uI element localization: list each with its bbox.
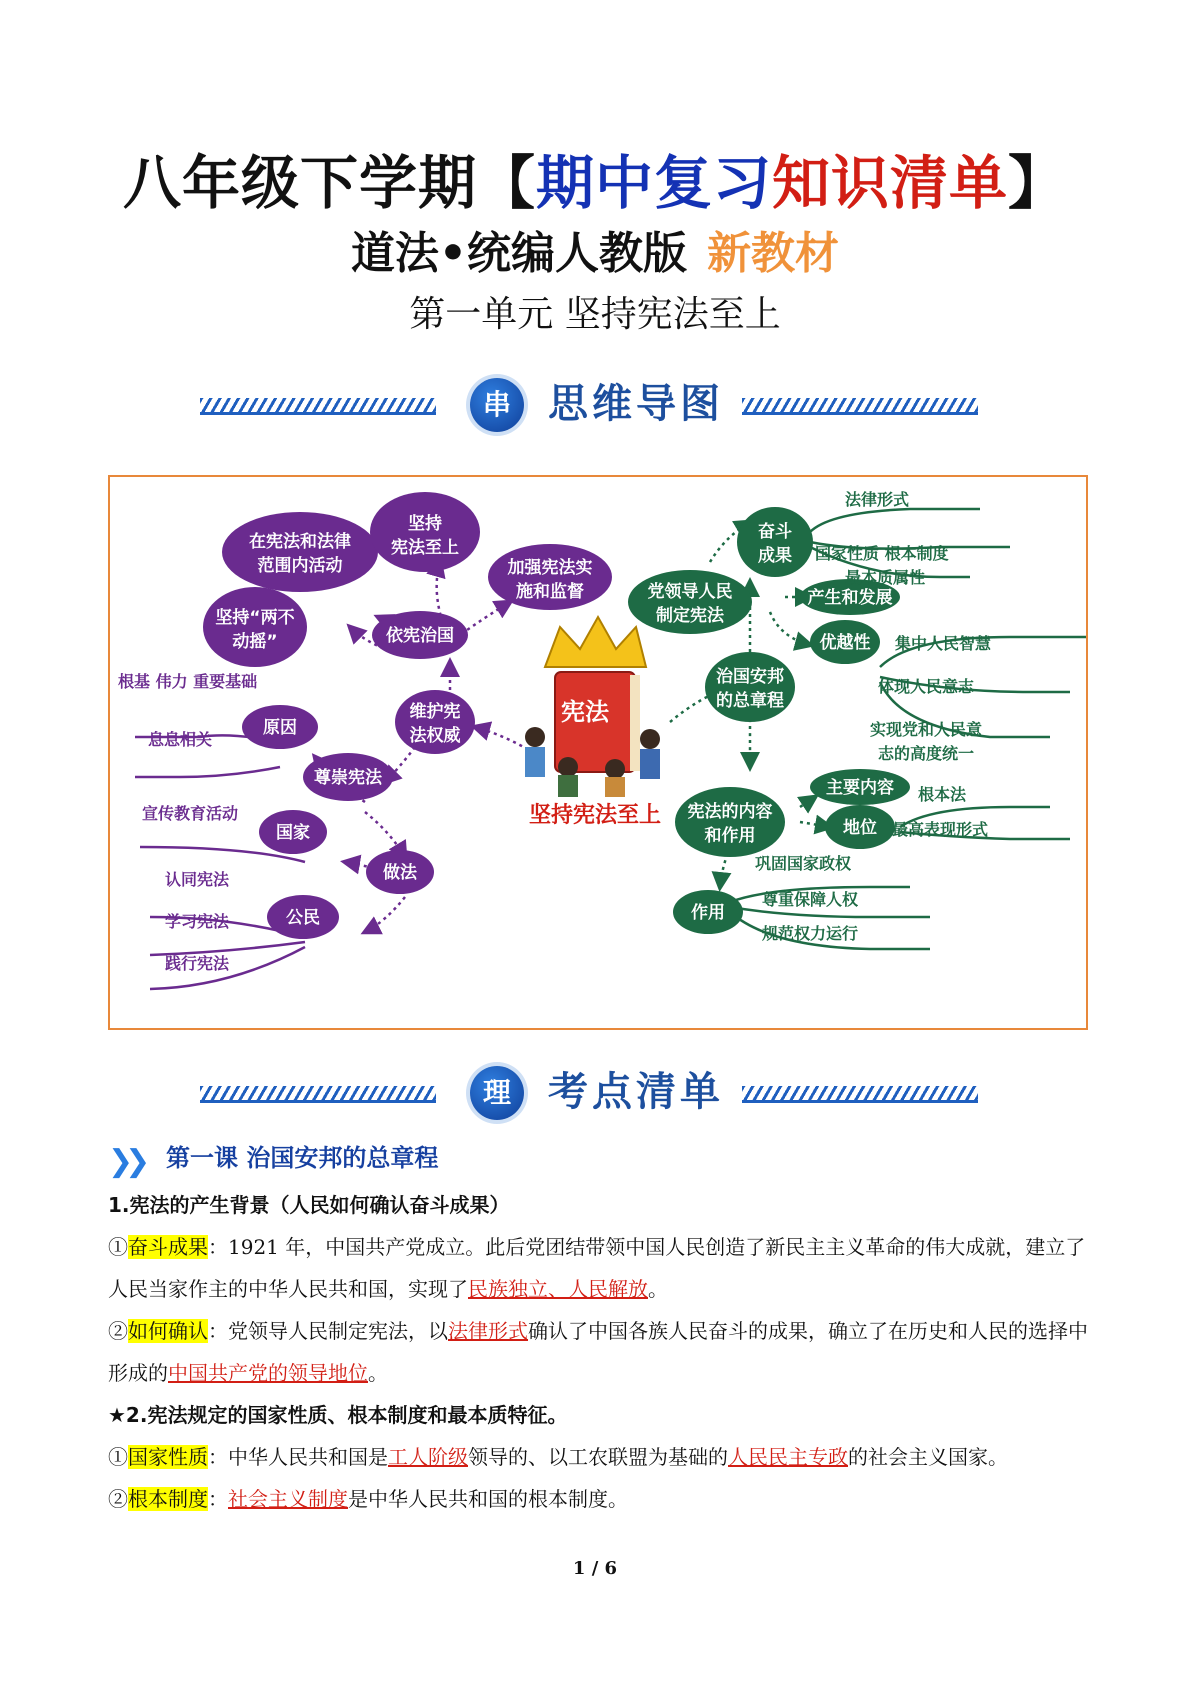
leaf-guojiaxz: 国家性质 根本制度 (815, 544, 949, 563)
leaf-shixian-2: 志的高度统一 (878, 744, 975, 763)
node-dangling-2: 制定宪法 (656, 606, 724, 626)
heading-2: ★2.宪法规定的国家性质、根本制度和最本质特征。 (108, 1403, 568, 1427)
decorative-stripes-right (742, 398, 978, 415)
constitution-book-illustration (525, 617, 661, 828)
node-liangbu-2: 动摇” (232, 632, 278, 652)
leaf-xuanchuan: 宣传教育活动 (142, 804, 239, 823)
leaf-guifan: 规范权力运行 (762, 924, 859, 943)
page-subtitle (0, 226, 1190, 282)
center-title: 坚持宪法至上 (528, 803, 662, 828)
leaf-xixi: 息息相关 (148, 730, 213, 749)
underlined-key-phrase: 人民民主专政 (728, 1445, 848, 1469)
node-zuoyong: 作用 (691, 903, 725, 923)
node-zhiguo-2: 的总章程 (716, 691, 784, 711)
lesson-title: 第一课 治国安邦的总章程 (166, 1144, 439, 1172)
node-liangbu: 坚持“两不 (215, 608, 295, 628)
paragraph-1: ①奋斗成果：1921 年，中国共产党成立。此后党团结带领中国人民创造了新民主主义革命的伟大成就，建立了人民当家作主的中华人民共和国，实现了民族独立、人民解放。 (108, 1235, 1086, 1301)
leaf-benzhi: 最本质属性 (845, 568, 926, 587)
node-zuofa: 做法 (383, 863, 417, 883)
leaf-falv: 法律形式 (845, 490, 910, 509)
double-chevron-icon: ❯❯ (108, 1144, 143, 1179)
keyword-highlight: 国家性质 (128, 1445, 208, 1469)
page-title (0, 148, 1190, 218)
keyword-highlight: 如何确认 (128, 1319, 208, 1343)
paragraph-4: ②根本制度：社会主义制度是中华人民共和国的根本制度。 (108, 1487, 628, 1511)
leaf-jizhong: 集中人民智慧 (895, 634, 992, 653)
leaf-tixian: 体现人民意志 (878, 677, 975, 696)
node-gongmin: 公民 (286, 908, 320, 928)
node-fanwei: 在宪法和法律 (249, 532, 351, 552)
leaf-shixian: 实现党和人民意 (870, 720, 983, 739)
book-title: 宪法 (561, 698, 609, 726)
node-zhiguo: 治国安邦 (716, 667, 784, 687)
leaf-zuigao: 最高表现形式 (892, 820, 989, 839)
node-jiaqiang-2: 施和监督 (516, 582, 584, 602)
node-dangling: 党领导人民 (647, 582, 733, 602)
points-section-header (0, 1058, 1190, 1128)
node-neirong-2: 和作用 (704, 826, 756, 846)
keyword-highlight: 根本制度 (128, 1487, 208, 1511)
node-weihu-2: 法权威 (409, 726, 461, 746)
node-chansheng: 产生和发展 (807, 588, 893, 608)
leaf-genbenfa: 根本法 (918, 785, 967, 804)
title-highlight-red: 知识清单 (772, 149, 1009, 217)
node-neirong: 宪法的内容 (687, 802, 773, 822)
leaf-jianxing: 践行宪法 (165, 954, 230, 973)
node-youyue: 优越性 (819, 633, 871, 653)
subtitle-edition: 道法•统编人教版 (350, 228, 688, 279)
title-highlight-blue: 期中复习 (535, 149, 772, 217)
decorative-stripes-right (742, 1086, 978, 1103)
underlined-key-phrase: 法律形式 (448, 1319, 528, 1343)
node-zunchong: 尊崇宪法 (314, 768, 382, 788)
points-title: 考点清单 (548, 1069, 724, 1115)
node-diwei: 地位 (843, 818, 877, 838)
leaf-genji: 根基 伟力 重要基础 (118, 672, 258, 691)
node-guojia: 国家 (276, 823, 310, 843)
decorative-stripes-left (200, 1086, 436, 1103)
heading-1: 1.宪法的产生背景（人民如何确认奋斗成果） (108, 1193, 510, 1217)
node-fendou: 奋斗 (758, 522, 792, 542)
mind-map-diagram (110, 477, 1086, 1028)
leaf-rentong: 认同宪法 (165, 870, 230, 889)
node-jiaqiang: 加强宪法实 (507, 558, 593, 578)
subtitle-new-textbook: 新教材 (707, 228, 840, 279)
node-yuanyin: 原因 (263, 718, 297, 738)
underlined-key-phrase: 社会主义制度 (228, 1487, 348, 1511)
node-weihu: 维护宪 (409, 702, 461, 722)
paragraph-3: ①国家性质：中华人民共和国是工人阶级领导的、以工农联盟为基础的人民民主专政的社会主义国家。 (108, 1445, 1008, 1469)
paragraph-2: ②如何确认：党领导人民制定宪法，以法律形式确认了中国各族人民奋斗的成果，确立了在历史和人民的选择中形成的中国共产党的领导地位。 (108, 1319, 1088, 1385)
page-number: 1 / 6 (572, 1558, 618, 1579)
leaf-xuexi: 学习宪法 (165, 912, 230, 931)
points-badge: 理 (470, 1066, 524, 1120)
unit-title: 第一单元 坚持宪法至上 (409, 294, 781, 335)
node-jianchi-2: 宪法至上 (391, 538, 459, 558)
title-part: 八年级下学期【 (122, 149, 536, 217)
node-fendou-2: 成果 (758, 546, 792, 566)
underlined-key-phrase: 中国共产党的领导地位 (168, 1361, 368, 1385)
underlined-key-phrase: 工人阶级 (388, 1445, 468, 1469)
mindmap-badge: 串 (470, 378, 524, 432)
node-jianchi: 坚持 (408, 514, 442, 534)
node-yixian: 依宪治国 (386, 626, 454, 646)
leaf-gonggu: 巩固国家政权 (755, 854, 852, 873)
mindmap-title: 思维导图 (548, 381, 724, 427)
mindmap-section-header (0, 370, 1190, 440)
decorative-stripes-left (200, 398, 436, 415)
mind-map (108, 475, 1088, 1030)
title-bracket: 】 (1008, 149, 1068, 217)
leaf-zunzhong: 尊重保障人权 (762, 890, 859, 909)
underlined-key-phrase: 民族独立、人民解放 (468, 1277, 648, 1301)
node-zhuyao: 主要内容 (826, 778, 894, 798)
node-fanwei-2: 范围内活动 (257, 556, 343, 576)
keyword-highlight: 奋斗成果 (128, 1235, 208, 1259)
